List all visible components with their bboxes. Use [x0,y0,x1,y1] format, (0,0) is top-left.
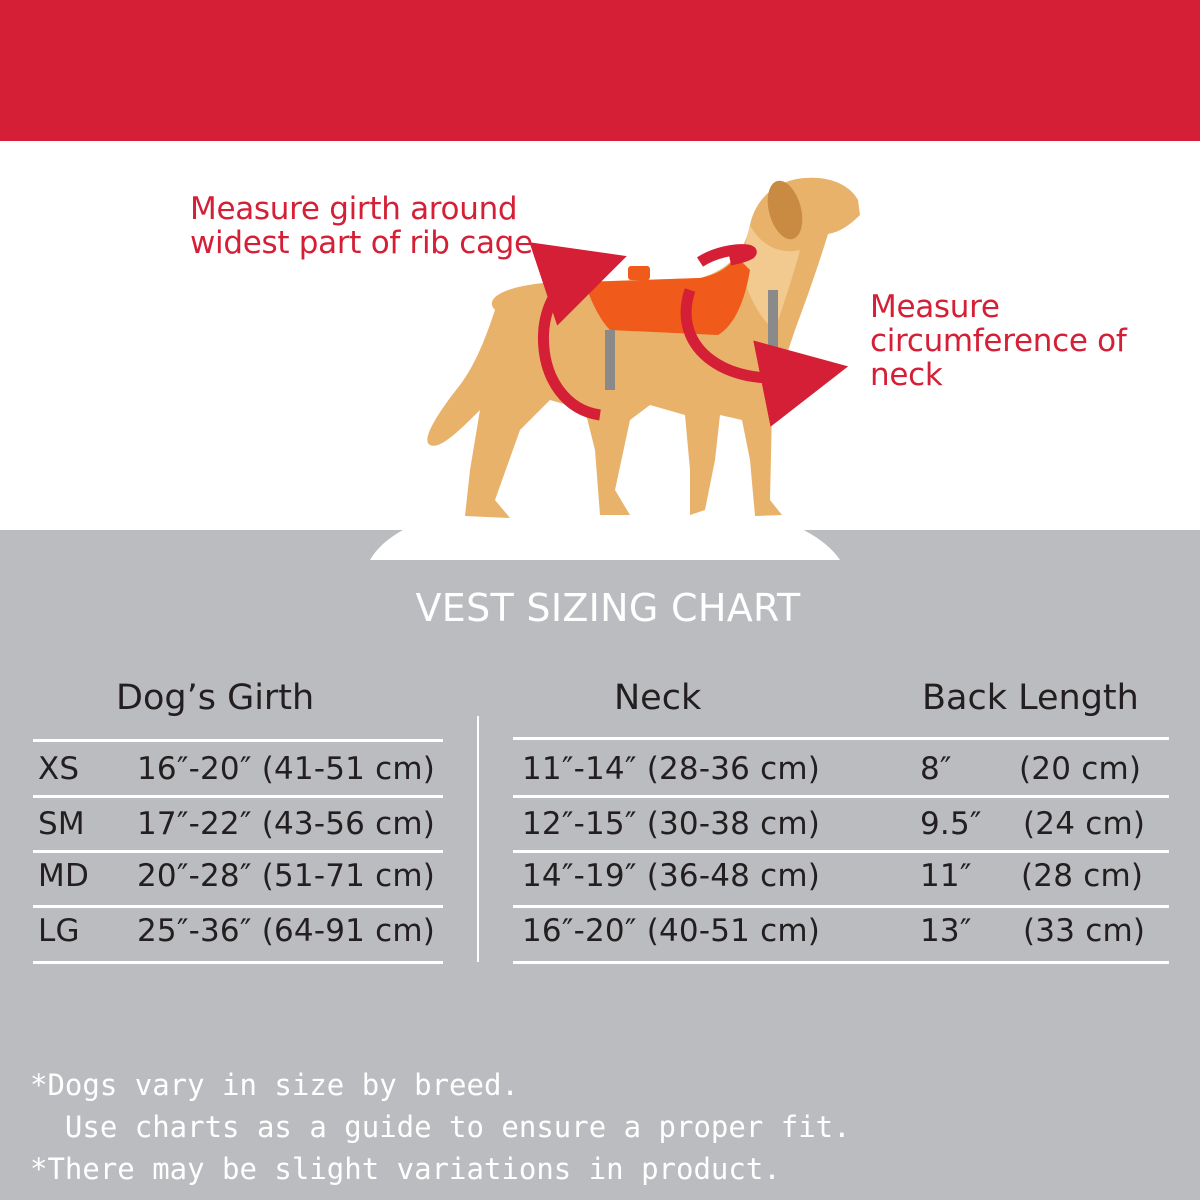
row-rule [33,850,443,853]
girth-instruction: Measure girth around widest part of rib cage [190,191,533,261]
back-length-inches: 13″ [920,913,972,949]
footnote-breed: *Dogs vary in size by breed. [30,1068,519,1102]
row-rule [33,795,443,798]
size-label: MD [38,858,90,894]
row-rule [513,905,1169,908]
back-length-cm: (24 cm) [1023,806,1146,842]
neck-instruction: Measure circumference of neck [870,289,1127,393]
row-rule [513,850,1169,853]
column-header-neck: Neck [614,678,702,718]
row-rule [33,905,443,908]
back-length-inches: 11″ [920,858,972,894]
neck-value: 11″-14″ (28-36 cm) [522,751,821,787]
column-divider [477,716,479,962]
neck-value: 14″-19″ (36-48 cm) [522,858,821,894]
girth-value: 17″-22″ (43-56 cm) [137,806,436,842]
panel-hump [0,530,1200,560]
footnote-variations: *There may be slight variations in product. [30,1152,781,1186]
column-header-back-length: Back Length [922,678,1139,718]
girth-value: 16″-20″ (41-51 cm) [137,751,436,787]
size-label: XS [38,751,80,787]
footnote-guide: Use charts as a guide to ensure a proper fit. [30,1110,851,1144]
top-red-band [0,0,1200,141]
row-rule [33,739,443,742]
girth-value: 20″-28″ (51-71 cm) [137,858,436,894]
back-length-cm: (28 cm) [1021,858,1144,894]
column-header-girth: Dog’s Girth [116,678,315,718]
dog-body [427,177,860,518]
neck-value: 16″-20″ (40-51 cm) [522,913,821,949]
row-rule [513,737,1169,740]
back-length-cm: (33 cm) [1023,913,1146,949]
row-rule [513,795,1169,798]
size-label: LG [38,913,80,949]
back-length-cm: (20 cm) [1019,751,1142,787]
back-length-inches: 8″ [920,751,952,787]
row-rule [33,961,443,964]
girth-value: 25″-36″ (64-91 cm) [137,913,436,949]
chart-title: VEST SIZING CHART [415,586,801,630]
dog-illustration [400,170,880,530]
neck-value: 12″-15″ (30-38 cm) [522,806,821,842]
row-rule [513,961,1169,964]
size-label: SM [38,806,85,842]
back-length-inches: 9.5″ [920,806,982,842]
